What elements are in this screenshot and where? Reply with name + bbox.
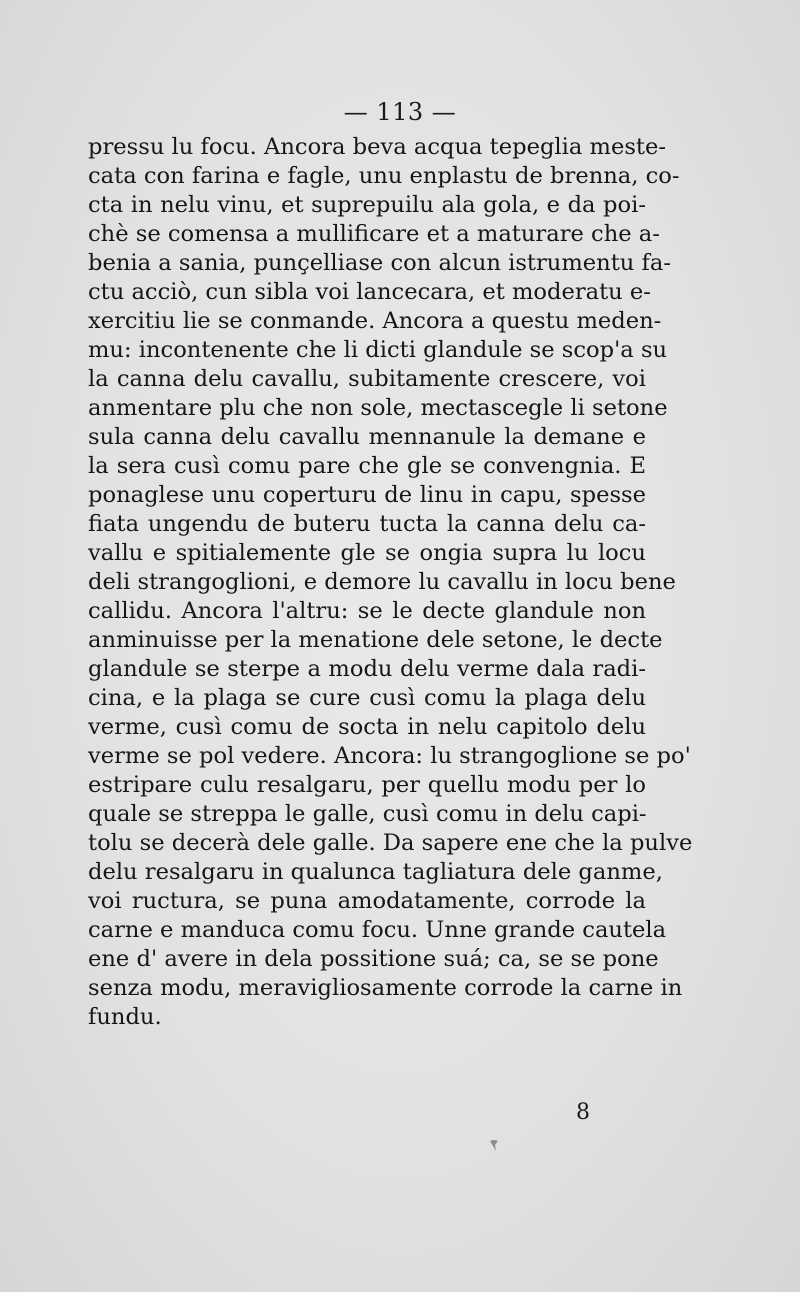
text-line: verme se pol vedere. Ancora: lu strangoglione se po' bbox=[88, 743, 691, 769]
text-line: anmentare plu che non sole, mectascegle li setone bbox=[88, 395, 668, 421]
body-text bbox=[88, 133, 693, 1032]
text-line-last: fundu. bbox=[88, 1004, 162, 1030]
text-line: mu: incontenente che li dicti glandule se scop'a su bbox=[88, 337, 668, 363]
text-line: quale se streppa le galle, cusì comu in delu capi- bbox=[88, 801, 647, 827]
signature-mark: 8 bbox=[576, 1100, 590, 1125]
text-line: tolu se decerà dele galle. Da sapere ene che la pulve bbox=[88, 830, 693, 856]
text-line: deli strangoglioni, e demore lu cavallu in locu bene bbox=[88, 569, 676, 595]
text-line: estripare culu resalgaru, per quellu modu per lo bbox=[88, 772, 646, 798]
text-line: xercitiu lie se conmande. Ancora a questu meden- bbox=[88, 308, 662, 334]
page-number-header: — 113 — bbox=[343, 98, 457, 126]
text-line: verme, cusì comu de socta in nelu capitolo delu bbox=[88, 714, 646, 740]
text-line: glandule se sterpe a modu delu verme dala radi- bbox=[88, 656, 646, 682]
text-line: anminuisse per la menatione dele setone, le decte bbox=[88, 627, 663, 653]
text-line: ene d' avere in dela possitione suá; ca, se se pone bbox=[88, 946, 659, 972]
text-line: vallu e spitialemente gle se ongia supra lu locu bbox=[88, 540, 646, 566]
text-line: cina, e la plaga se cure cusì comu la plaga delu bbox=[88, 685, 646, 711]
text-line: sula canna delu cavallu mennanule la demane e bbox=[88, 424, 646, 450]
text-line: callidu. Ancora l'altru: se le decte glandule non bbox=[88, 598, 646, 624]
text-line: ctu acciò, cun sibla voi lancecara, et moderatu e- bbox=[88, 279, 651, 305]
text-line: pressu lu focu. Ancora beva acqua tepeglia meste- bbox=[88, 134, 666, 160]
text-line: senza modu, meravigliosamente corrode la carne in bbox=[88, 975, 683, 1001]
ink-speck-icon bbox=[487, 1138, 501, 1154]
text-line: ponaglese unu coperturu de linu in capu, spesse bbox=[88, 482, 646, 508]
text-line: la canna delu cavallu, subitamente crescere, voi bbox=[88, 366, 646, 392]
text-line: benia a sania, punçelliase con alcun istrumentu fa- bbox=[88, 250, 671, 276]
text-line: la sera cusì comu pare che gle se convengnia. E bbox=[88, 453, 646, 479]
text-line: cata con farina e fagle, unu enplastu de brenna, co- bbox=[88, 163, 680, 189]
text-line: fiata ungendu de buteru tucta la canna delu ca- bbox=[88, 511, 646, 537]
text-line: carne e manduca comu focu. Unne grande cautela bbox=[88, 917, 667, 943]
text-line: delu resalgaru in qualunca tagliatura dele ganme, bbox=[88, 859, 663, 885]
text-line: voi ructura, se puna amodatamente, corrode la bbox=[88, 888, 646, 914]
text-line: chè se comensa a mullificare et a maturare che a- bbox=[88, 221, 660, 247]
text-line: cta in nelu vinu, et suprepuilu ala gola, e da poi- bbox=[88, 192, 646, 218]
